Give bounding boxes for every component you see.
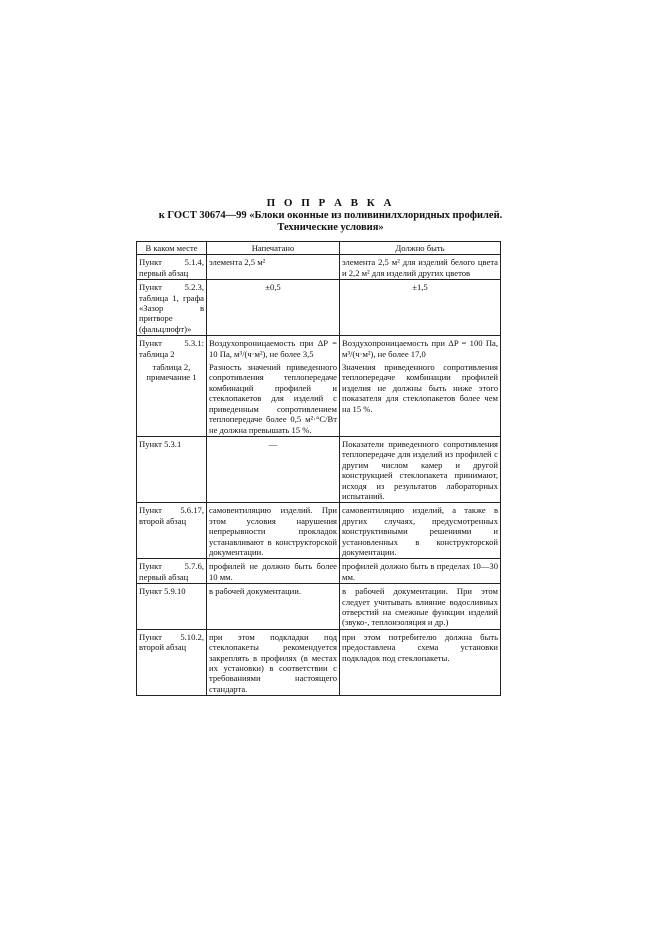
table-row [137, 360, 501, 436]
cell-should-be: при этом потребителю должна быть предоставлена схема установки подкладок под стеклопакеты. [340, 629, 501, 695]
table-row [137, 629, 501, 695]
cell-printed: профилей не должно быть более 10 мм. [207, 559, 340, 584]
table-row [137, 280, 501, 336]
cell-printed: Разность значений приведенного сопротивления теплопередаче комбинаций профилей и стеклопакетов для изделий с приведенным сопротивлением теплопередаче более 0,5 м²·°С/Вт не должна превышать 15 %. [207, 360, 340, 436]
cell-printed: при этом подкладки под стеклопакеты рекомендуется закреплять в профилях (в местах их установки) в соответствии с требованиями настоящего стандарта. [207, 629, 340, 695]
cell-where: Пункт 5.3.1: таблица 2 [137, 336, 207, 360]
corrections-table [136, 241, 501, 696]
cell-printed: самовентиляцию изделий. При этом условия нарушения непрерывности прокладок устанавливают в конструкторской документации. [207, 503, 340, 559]
table-row [137, 336, 501, 360]
cell-printed: Воздухопроницаемость при ΔP = 10 Па, м³/(ч·м²), не более 3,5 [207, 336, 340, 360]
cell-where: Пункт 5.3.1 [137, 436, 207, 502]
subtitle-line-1: к ГОСТ 30674—99 «Блоки оконные из поливинилхлоридных профилей. [158, 210, 503, 221]
cell-printed: — [207, 436, 340, 502]
document-subtitle [0, 210, 661, 234]
cell-should-be: элемента 2,5 м² для изделий белого цвета и 2,2 м² для изделий других цветов [340, 255, 501, 280]
cell-where: Пункт 5.9.10 [137, 584, 207, 630]
cell-should-be: ±1,5 [340, 280, 501, 336]
header-where: В каком месте [137, 242, 207, 255]
cell-where: Пункт 5.6.17, второй абзац [137, 503, 207, 559]
cell-where: Пункт 5.10.2, второй абзац [137, 629, 207, 695]
document-title: П О П Р А В К А [266, 197, 395, 209]
cell-where: Пункт 5.1.4, первый абзац [137, 255, 207, 280]
table-row [137, 584, 501, 630]
cell-should-be: Значения приведенного сопротивления теплопередаче комбинации профилей изделия не должны быть ниже этого показателя для стеклопакетов более чем на 15 %. [340, 360, 501, 436]
table-row [137, 503, 501, 559]
cell-should-be: профилей должно быть в пределах 10—30 мм. [340, 559, 501, 584]
table-header-row [137, 242, 501, 255]
cell-where: Пункт 5.7.6, первый абзац [137, 559, 207, 584]
cell-should-be: Воздухопроницаемость при ΔP = 100 Па, м³/(ч·м²), не более 17,0 [340, 336, 501, 360]
cell-printed: ±0,5 [207, 280, 340, 336]
cell-where: таблица 2, примечание 1 [137, 360, 207, 436]
table-row [137, 255, 501, 280]
cell-should-be: Показатели приведенного сопротивления теплопередаче для изделий из профилей с другим числом камер и другой конструкцией стеклопакета принимают, исходя из результатов лабораторных испытаний. [340, 436, 501, 502]
header-printed: Напечатано [207, 242, 340, 255]
table-row [137, 436, 501, 502]
table-row [137, 559, 501, 584]
cell-printed: в рабочей документации. [207, 584, 340, 630]
cell-where: Пункт 5.2.3, таблица 1, графа «Зазор в притворе (фальцлюфт)» [137, 280, 207, 336]
cell-should-be: самовентиляцию изделий, а также в других случаях, предусмотренных конструктивными решениями и установленных в конструкторской документации. [340, 503, 501, 559]
cell-should-be: в рабочей документации. При этом следует учитывать влияние водосливных отверстий на смежные функции изделий (звуко-, теплоизоляция и др.) [340, 584, 501, 630]
header-should-be: Должно быть [340, 242, 501, 255]
subtitle-line-2: Технические условия» [277, 222, 384, 233]
cell-printed: элемента 2,5 м² [207, 255, 340, 280]
